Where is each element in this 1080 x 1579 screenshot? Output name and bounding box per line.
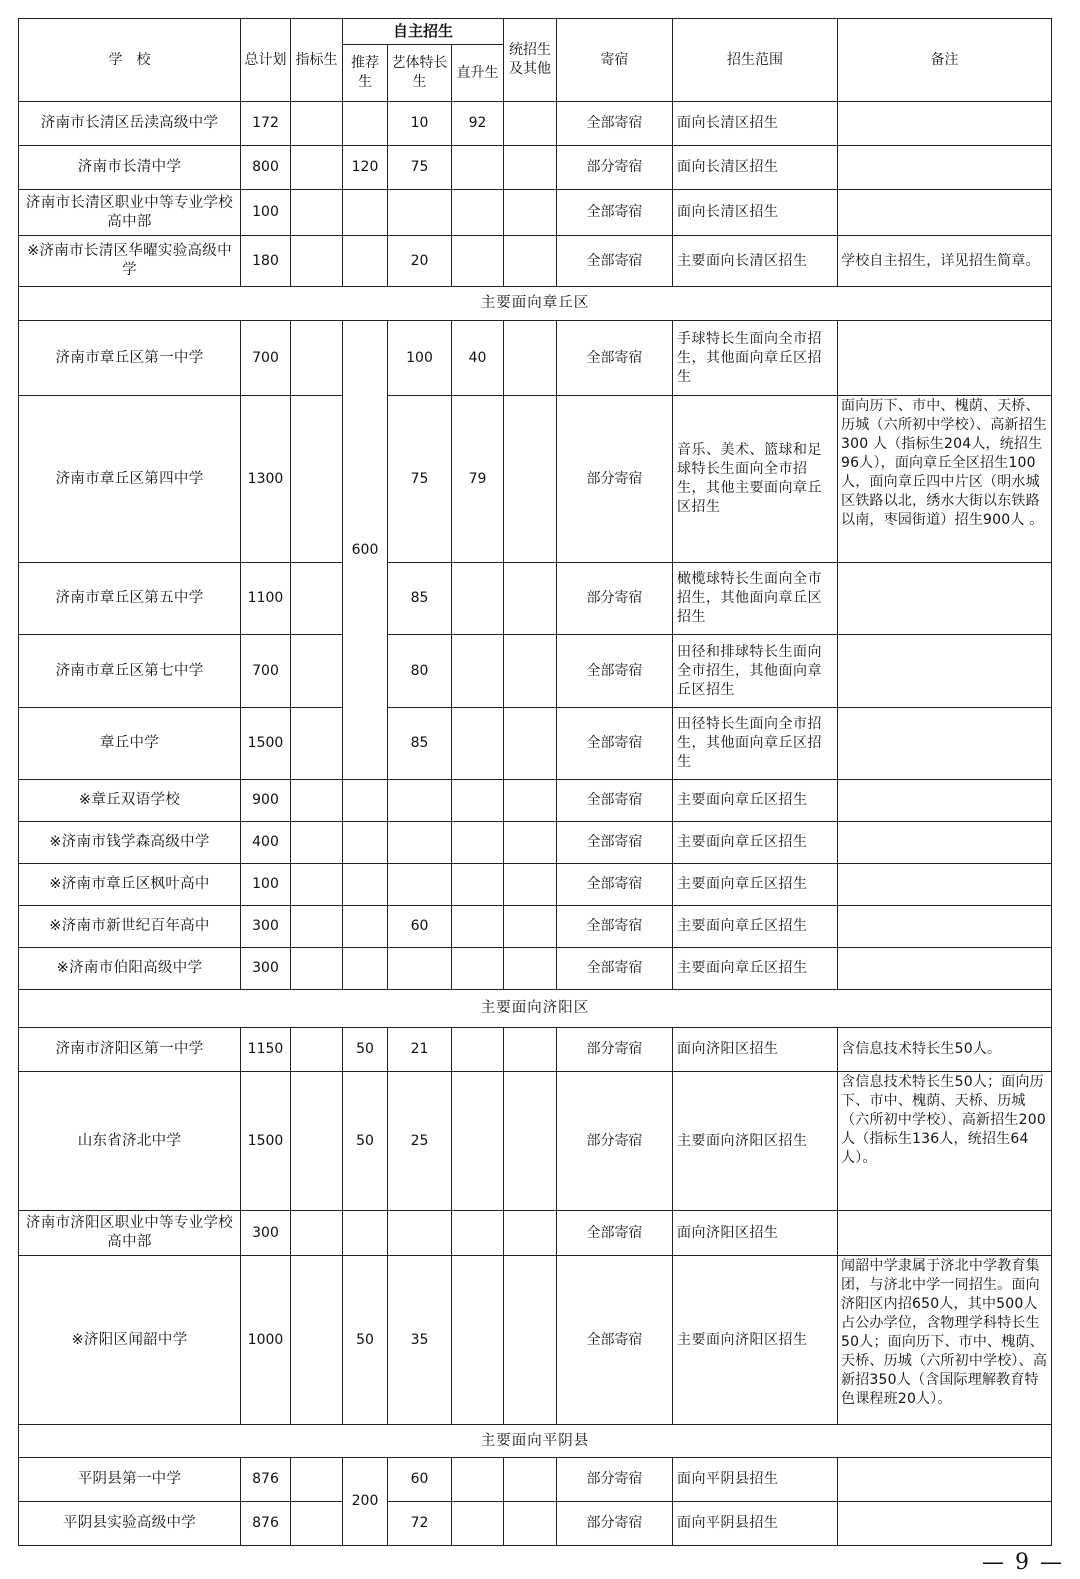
quota-cell (291, 906, 343, 948)
boarding-cell: 部分寄宿 (557, 146, 673, 190)
school-name: ※济南市新世纪百年高中 (19, 906, 241, 948)
total-cell: 1000 (241, 1256, 291, 1425)
table-row (19, 190, 1052, 236)
direct-cell (452, 864, 504, 906)
table-row (19, 780, 1052, 822)
table-row (19, 563, 1052, 635)
total-cell: 1500 (241, 1072, 291, 1211)
remark-cell (838, 635, 1052, 708)
school-name: 济南市章丘区第一中学 (19, 321, 241, 396)
school-name: 平阴县第一中学 (19, 1458, 241, 1502)
unified-cell (504, 864, 557, 906)
boarding-cell: 全部寄宿 (557, 635, 673, 708)
art-cell: 60 (388, 1458, 452, 1502)
boarding-cell: 部分寄宿 (557, 1028, 673, 1072)
recommend-cell: 50 (343, 1256, 388, 1425)
art-cell: 80 (388, 635, 452, 708)
quota-cell (291, 190, 343, 236)
direct-cell (452, 563, 504, 635)
total-cell: 700 (241, 321, 291, 396)
page-number: — 9 — (982, 1550, 1064, 1575)
header-row (19, 19, 1052, 45)
table-row (19, 1256, 1052, 1425)
table-row (19, 708, 1052, 780)
unified-cell (504, 396, 557, 563)
school-name: ※济南市伯阳高级中学 (19, 948, 241, 990)
admission-plan-table (18, 18, 1052, 1546)
table-row (19, 1028, 1052, 1072)
remark-cell (838, 864, 1052, 906)
art-cell (388, 780, 452, 822)
total-cell: 1100 (241, 563, 291, 635)
table-row (19, 822, 1052, 864)
direct-cell (452, 1211, 504, 1256)
recommend-cell: 120 (343, 146, 388, 190)
direct-cell (452, 906, 504, 948)
header-art-sport: 艺体特长生 (388, 45, 452, 102)
school-name: 济南市济阳区职业中等专业学校高中部 (19, 1211, 241, 1256)
recommend-cell: 50 (343, 1028, 388, 1072)
quota-cell (291, 102, 343, 146)
scope-cell: 主要面向章丘区招生 (673, 780, 838, 822)
total-cell: 1300 (241, 396, 291, 563)
scope-cell: 面向长清区招生 (673, 102, 838, 146)
boarding-cell: 部分寄宿 (557, 1072, 673, 1211)
school-name: ※济南市钱学森高级中学 (19, 822, 241, 864)
quota-cell (291, 1028, 343, 1072)
table-row (19, 906, 1052, 948)
unified-cell (504, 146, 557, 190)
unified-cell (504, 1028, 557, 1072)
school-name: 章丘中学 (19, 708, 241, 780)
school-name: 济南市章丘区第四中学 (19, 396, 241, 563)
art-cell: 85 (388, 708, 452, 780)
remark-cell (838, 780, 1052, 822)
unified-cell (504, 906, 557, 948)
unified-cell (504, 1072, 557, 1211)
section-header-pingyin: 主要面向平阴县 (19, 1425, 1052, 1458)
boarding-cell: 全部寄宿 (557, 1211, 673, 1256)
section-row (19, 1425, 1052, 1458)
direct-cell (452, 190, 504, 236)
direct-cell (452, 146, 504, 190)
quota-cell (291, 236, 343, 287)
total-cell: 172 (241, 102, 291, 146)
scope-cell: 面向长清区招生 (673, 146, 838, 190)
total-cell: 400 (241, 822, 291, 864)
art-cell: 35 (388, 1256, 452, 1425)
quota-cell (291, 563, 343, 635)
header-unified: 统招生及其他 (504, 19, 557, 102)
remark-cell: 学校自主招生，详见招生简章。 (838, 236, 1052, 287)
art-cell: 72 (388, 1502, 452, 1546)
quota-cell (291, 635, 343, 708)
header-total-plan: 总计划 (241, 19, 291, 102)
unified-cell (504, 1458, 557, 1502)
remark-cell (838, 906, 1052, 948)
boarding-cell: 全部寄宿 (557, 708, 673, 780)
remark-cell: 闻韶中学隶属于济北中学教育集团，与济北中学一同招生。面向济阳区内招650人，其中500人占公办学位，含物理学科特长生50人；面向历下、市中、槐荫、天桥、历城（六所初中学校）、高新招350人（含国际理解教育特色课程班20人）。 (838, 1256, 1052, 1425)
table-row (19, 1211, 1052, 1256)
unified-cell (504, 822, 557, 864)
scope-cell: 主要面向章丘区招生 (673, 864, 838, 906)
remark-cell (838, 563, 1052, 635)
scope-cell: 主要面向济阳区招生 (673, 1072, 838, 1211)
remark-cell (838, 822, 1052, 864)
total-cell: 900 (241, 780, 291, 822)
header-direct: 直升生 (452, 45, 504, 102)
direct-cell (452, 822, 504, 864)
remark-cell: 含信息技术特长生50人；面向历下、市中、槐荫、天桥、历城（六所初中学校）、高新招生200 人（指标生136人，统招生64人）。 (838, 1072, 1052, 1211)
unified-cell (504, 708, 557, 780)
header-scope: 招生范围 (673, 19, 838, 102)
art-cell: 20 (388, 236, 452, 287)
art-cell: 75 (388, 146, 452, 190)
recommend-cell (343, 948, 388, 990)
remark-cell (838, 948, 1052, 990)
direct-cell (452, 1502, 504, 1546)
table-row (19, 864, 1052, 906)
unified-cell (504, 236, 557, 287)
remark-cell (838, 146, 1052, 190)
scope-cell: 面向平阴县招生 (673, 1502, 838, 1546)
school-name: 济南市长清区岳渎高级中学 (19, 102, 241, 146)
art-cell (388, 1211, 452, 1256)
header-recommend: 推荐生 (343, 45, 388, 102)
boarding-cell: 全部寄宿 (557, 948, 673, 990)
scope-cell: 面向济阳区招生 (673, 1028, 838, 1072)
table-row (19, 236, 1052, 287)
unified-cell (504, 780, 557, 822)
direct-cell (452, 1028, 504, 1072)
header-self-enroll: 自主招生 (343, 19, 504, 45)
unified-cell (504, 948, 557, 990)
recommend-cell (343, 906, 388, 948)
recommend-cell (343, 102, 388, 146)
remark-cell (838, 1211, 1052, 1256)
quota-cell (291, 1458, 343, 1502)
scope-cell: 田径和排球特长生面向全市招生，其他面向章丘区招生 (673, 635, 838, 708)
art-cell: 21 (388, 1028, 452, 1072)
scope-cell: 面向长清区招生 (673, 190, 838, 236)
unified-cell (504, 102, 557, 146)
total-cell: 300 (241, 948, 291, 990)
art-cell: 75 (388, 396, 452, 563)
total-cell: 100 (241, 190, 291, 236)
unified-cell (504, 321, 557, 396)
scope-cell: 音乐、美术、篮球和足球特长生面向全市招生，其他主要面向章丘区招生 (673, 396, 838, 563)
table-row (19, 396, 1052, 563)
section-header-zhangqiu: 主要面向章丘区 (19, 287, 1052, 321)
scope-cell: 橄榄球特长生面向全市招生，其他面向章丘区招生 (673, 563, 838, 635)
direct-cell (452, 236, 504, 287)
boarding-cell: 全部寄宿 (557, 906, 673, 948)
boarding-cell: 部分寄宿 (557, 396, 673, 563)
header-boarding: 寄宿 (557, 19, 673, 102)
direct-cell (452, 1256, 504, 1425)
total-cell: 876 (241, 1502, 291, 1546)
art-cell: 25 (388, 1072, 452, 1211)
table-row (19, 146, 1052, 190)
total-cell: 1150 (241, 1028, 291, 1072)
total-cell: 100 (241, 864, 291, 906)
school-name: 济南市章丘区第五中学 (19, 563, 241, 635)
table-row (19, 1072, 1052, 1211)
scope-cell: 主要面向章丘区招生 (673, 822, 838, 864)
table-row (19, 102, 1052, 146)
total-cell: 1500 (241, 708, 291, 780)
quota-cell (291, 396, 343, 563)
boarding-cell: 全部寄宿 (557, 864, 673, 906)
quota-cell (291, 822, 343, 864)
art-cell (388, 822, 452, 864)
art-cell (388, 864, 452, 906)
recommend-cell (343, 236, 388, 287)
direct-cell (452, 780, 504, 822)
total-cell: 300 (241, 906, 291, 948)
boarding-cell: 全部寄宿 (557, 190, 673, 236)
boarding-cell: 全部寄宿 (557, 780, 673, 822)
scope-cell: 主要面向章丘区招生 (673, 906, 838, 948)
direct-cell: 40 (452, 321, 504, 396)
school-name: 济南市长清中学 (19, 146, 241, 190)
total-cell: 300 (241, 1211, 291, 1256)
header-quota: 指标生 (291, 19, 343, 102)
recommend-cell (343, 780, 388, 822)
boarding-cell: 全部寄宿 (557, 822, 673, 864)
quota-cell (291, 708, 343, 780)
school-name: ※济阳区闻韶中学 (19, 1256, 241, 1425)
table-row (19, 1502, 1052, 1546)
merged-recommend-pingyin: 200 (343, 1458, 388, 1546)
scope-cell: 主要面向章丘区招生 (673, 948, 838, 990)
remark-cell: 面向历下、市中、槐荫、天桥、历城（六所初中学校）、高新招生300 人（指标生204人，统招生96人），面向章丘全区招生100人，面向章丘四中片区（明水城区铁路以北，绣水大街以东铁路以南，枣园街道）招生900人 。 (838, 396, 1052, 563)
art-cell: 60 (388, 906, 452, 948)
unified-cell (504, 1502, 557, 1546)
section-row (19, 990, 1052, 1028)
direct-cell (452, 1072, 504, 1211)
table-row (19, 635, 1052, 708)
recommend-cell: 50 (343, 1072, 388, 1211)
direct-cell: 92 (452, 102, 504, 146)
unified-cell (504, 1211, 557, 1256)
remark-cell (838, 190, 1052, 236)
direct-cell (452, 948, 504, 990)
header-school: 学 校 (19, 19, 241, 102)
recommend-cell (343, 190, 388, 236)
direct-cell (452, 635, 504, 708)
boarding-cell: 全部寄宿 (557, 102, 673, 146)
art-cell (388, 190, 452, 236)
school-name: ※济南市长清区华曜实验高级中学 (19, 236, 241, 287)
quota-cell (291, 321, 343, 396)
direct-cell: 79 (452, 396, 504, 563)
scope-cell: 面向平阴县招生 (673, 1458, 838, 1502)
direct-cell (452, 1458, 504, 1502)
boarding-cell: 部分寄宿 (557, 1502, 673, 1546)
boarding-cell: 部分寄宿 (557, 1458, 673, 1502)
recommend-cell (343, 1211, 388, 1256)
total-cell: 876 (241, 1458, 291, 1502)
quota-cell (291, 1211, 343, 1256)
remark-cell (838, 102, 1052, 146)
table-row (19, 948, 1052, 990)
quota-cell (291, 864, 343, 906)
direct-cell (452, 708, 504, 780)
unified-cell (504, 1256, 557, 1425)
quota-cell (291, 1256, 343, 1425)
quota-cell (291, 780, 343, 822)
remark-cell (838, 708, 1052, 780)
recommend-cell (343, 822, 388, 864)
boarding-cell: 部分寄宿 (557, 563, 673, 635)
scope-cell: 手球特长生面向全市招生，其他面向章丘区招生 (673, 321, 838, 396)
remark-cell (838, 321, 1052, 396)
total-cell: 180 (241, 236, 291, 287)
quota-cell (291, 1502, 343, 1546)
remark-cell (838, 1502, 1052, 1546)
boarding-cell: 全部寄宿 (557, 236, 673, 287)
quota-cell (291, 948, 343, 990)
recommend-cell (343, 864, 388, 906)
school-name: 济南市济阳区第一中学 (19, 1028, 241, 1072)
art-cell (388, 948, 452, 990)
table-row (19, 1458, 1052, 1502)
boarding-cell: 全部寄宿 (557, 1256, 673, 1425)
header-remark: 备注 (838, 19, 1052, 102)
total-cell: 800 (241, 146, 291, 190)
art-cell: 85 (388, 563, 452, 635)
remark-cell (838, 1458, 1052, 1502)
school-name: ※章丘双语学校 (19, 780, 241, 822)
section-header-jiyang: 主要面向济阳区 (19, 990, 1052, 1028)
school-name: ※济南市章丘区枫叶高中 (19, 864, 241, 906)
unified-cell (504, 635, 557, 708)
art-cell: 10 (388, 102, 452, 146)
remark-cell: 含信息技术特长生50人。 (838, 1028, 1052, 1072)
school-name: 平阴县实验高级中学 (19, 1502, 241, 1546)
unified-cell (504, 563, 557, 635)
table-row (19, 321, 1052, 396)
scope-cell: 面向济阳区招生 (673, 1211, 838, 1256)
scope-cell: 田径特长生面向全市招生，其他面向章丘区招生 (673, 708, 838, 780)
school-name: 济南市章丘区第七中学 (19, 635, 241, 708)
merged-recommend-zhangqiu: 600 (343, 321, 388, 780)
art-cell: 100 (388, 321, 452, 396)
scope-cell: 主要面向济阳区招生 (673, 1256, 838, 1425)
school-name: 山东省济北中学 (19, 1072, 241, 1211)
school-name: 济南市长清区职业中等专业学校高中部 (19, 190, 241, 236)
quota-cell (291, 146, 343, 190)
unified-cell (504, 190, 557, 236)
quota-cell (291, 1072, 343, 1211)
total-cell: 700 (241, 635, 291, 708)
scope-cell: 主要面向长清区招生 (673, 236, 838, 287)
section-row (19, 287, 1052, 321)
boarding-cell: 全部寄宿 (557, 321, 673, 396)
